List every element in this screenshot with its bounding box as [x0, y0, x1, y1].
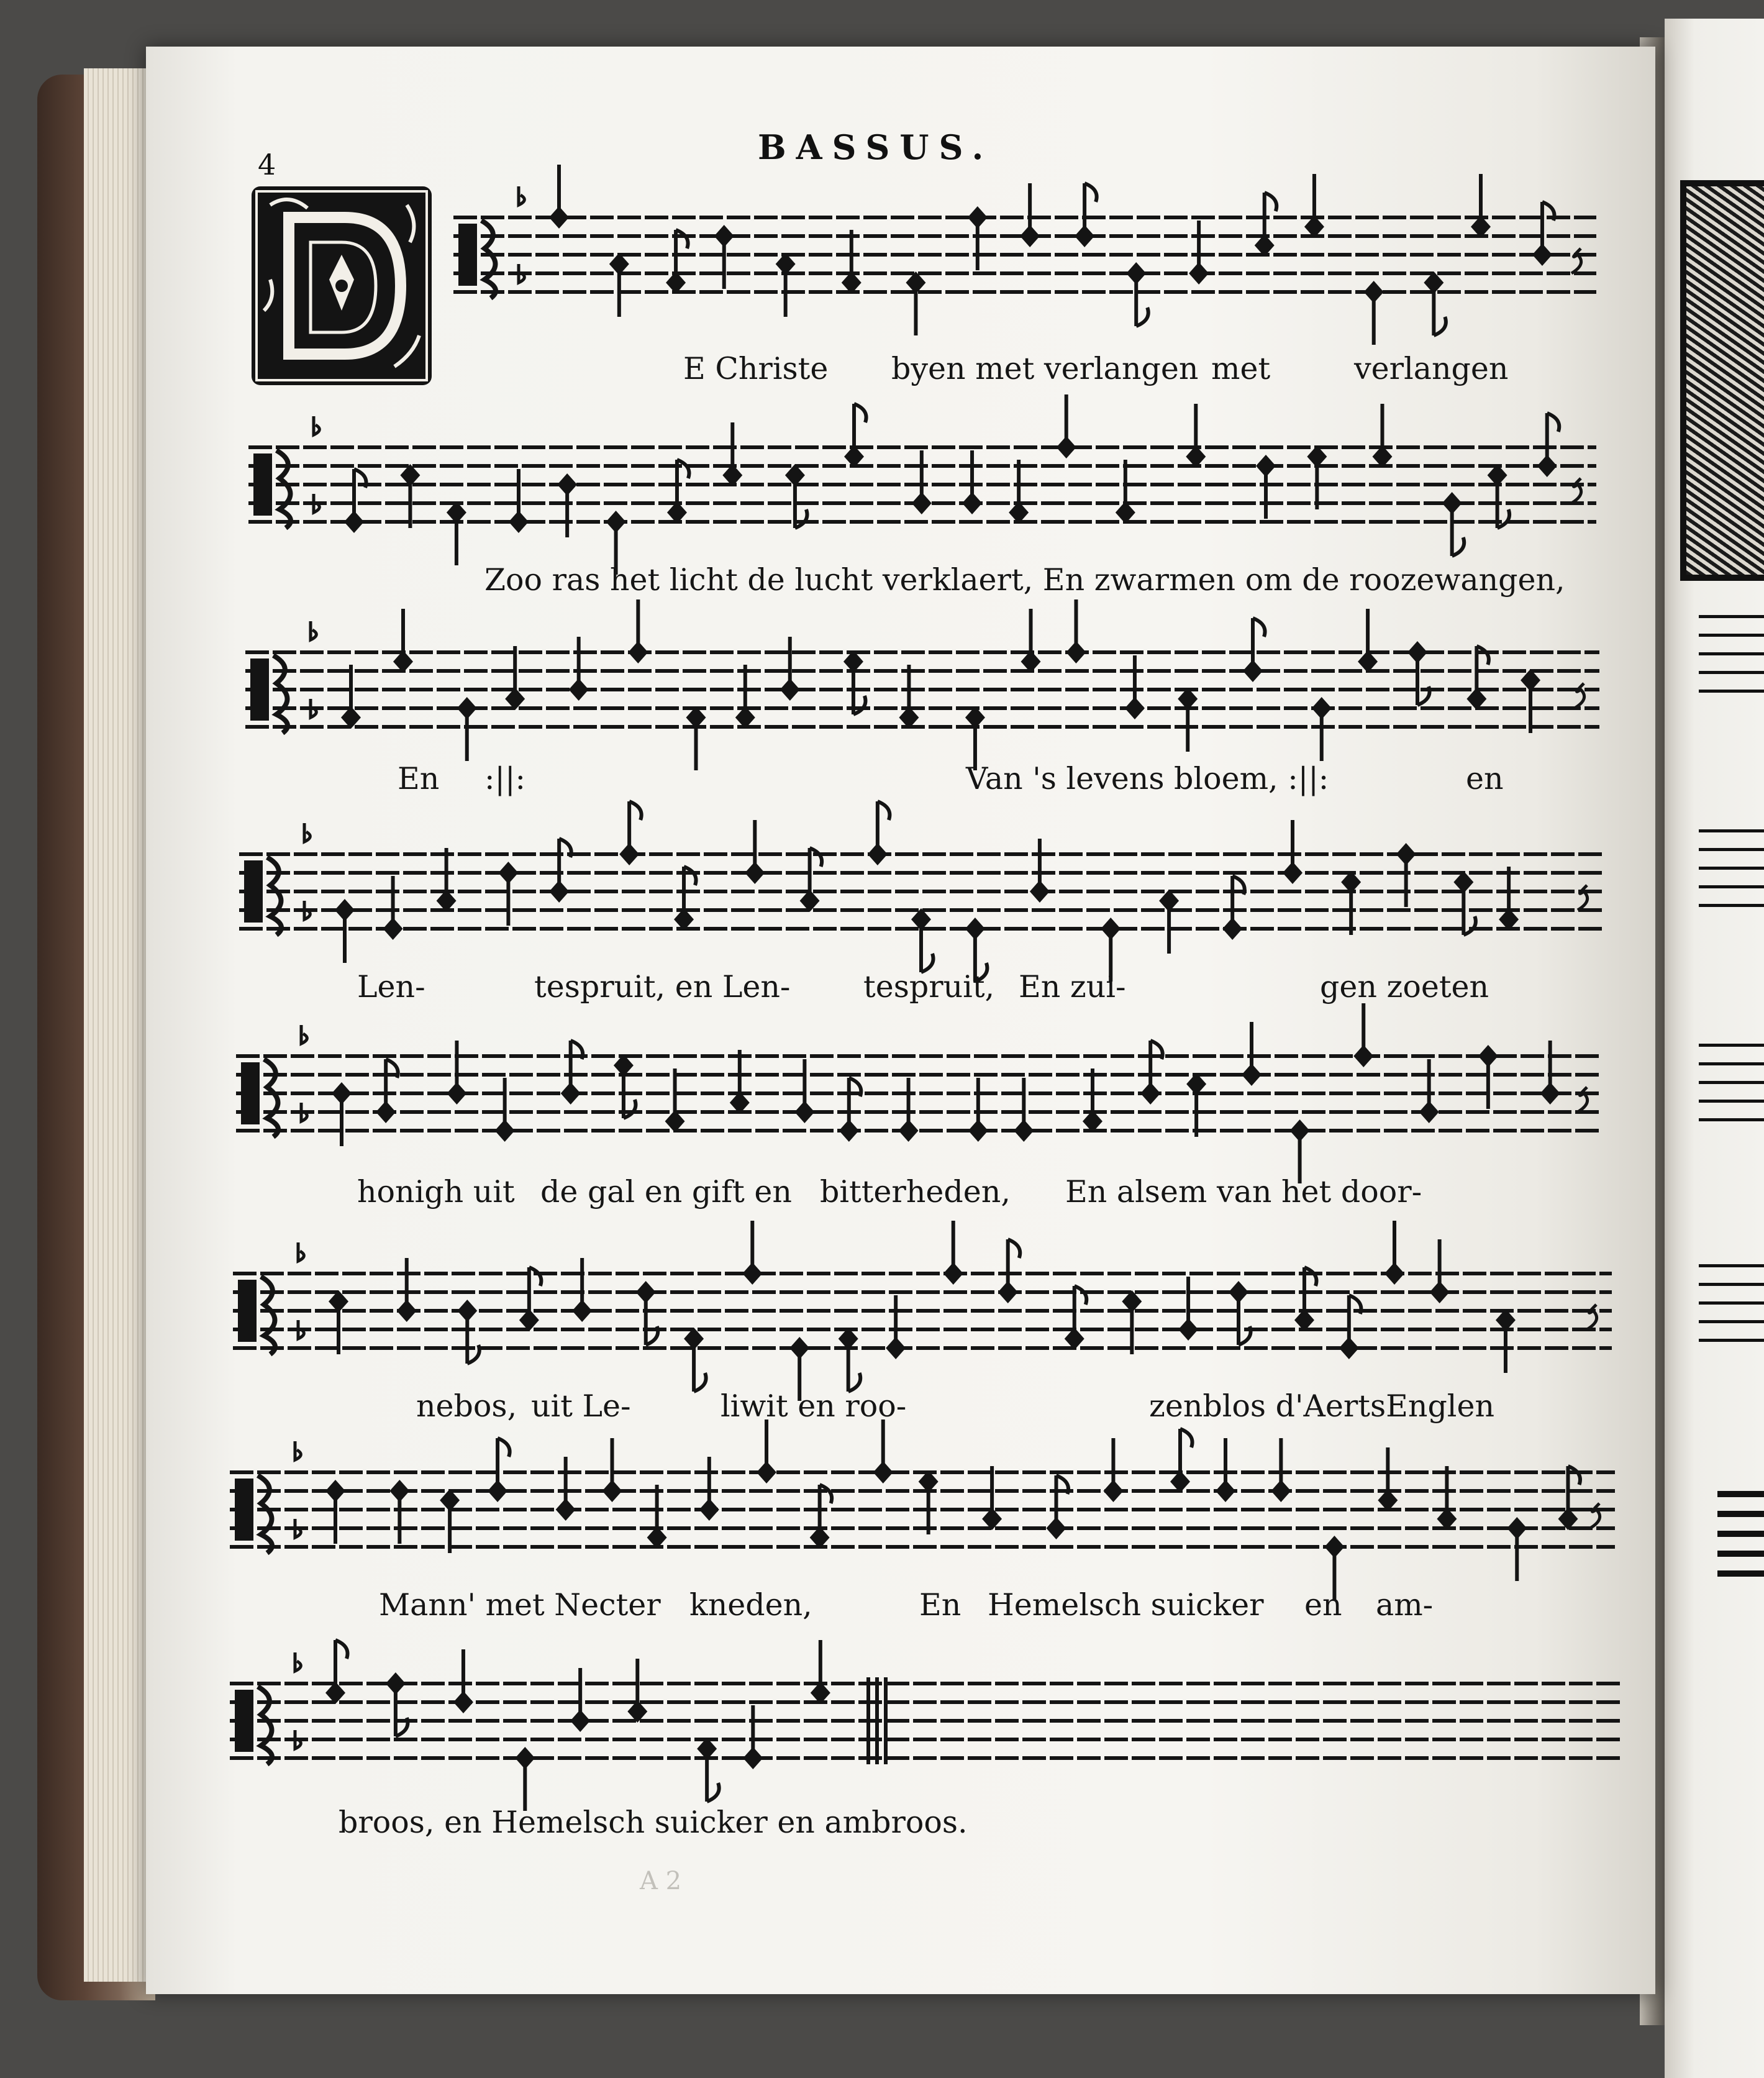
lyric-syllable: nebos,: [416, 1388, 517, 1424]
signature-mark: A 2: [640, 1867, 682, 1895]
lyric-syllable: uit Le-: [531, 1388, 631, 1424]
lyric-syllable: en: [1304, 1587, 1342, 1623]
staff-7: [230, 1460, 1615, 1559]
clef-icon: [258, 1475, 272, 1553]
facing-staff: [1699, 615, 1764, 702]
flat-sign-icon: [304, 901, 310, 919]
facing-staff: [1699, 1264, 1764, 1351]
flat-sign-icon: [298, 1320, 304, 1339]
clef-icon: [261, 1277, 275, 1354]
staff-8: [230, 1671, 1621, 1770]
facing-page-woodcut: [1680, 180, 1764, 581]
lyric-syllable: Hemelsch suicker: [988, 1587, 1264, 1623]
flat-sign-icon: [519, 264, 524, 283]
staff-2: [248, 435, 1596, 534]
lyric-syllable: gen zoeten: [1320, 969, 1489, 1005]
lyric-syllable: :||:: [484, 761, 526, 796]
staff-5: [236, 1044, 1603, 1143]
lyric-syllable: byen met verlangen: [891, 351, 1199, 386]
lyric-syllable: bitterheden,: [820, 1174, 1011, 1210]
clef-icon: [267, 857, 281, 935]
clef-icon: [241, 1062, 260, 1124]
lyric-syllable: kneden,: [689, 1587, 812, 1623]
clef-icon: [235, 1690, 253, 1752]
facing-staff: [1699, 829, 1764, 916]
flat-sign-icon: [314, 494, 319, 513]
custos-icon: [1578, 885, 1588, 910]
lyric-syllable: Zoo ras het licht de lucht verklaert, En zwarmen om de roozewangen,: [484, 562, 1565, 598]
clef-icon: [258, 1687, 272, 1764]
lyric-syllable: En: [919, 1587, 962, 1623]
lyric-syllable: tespruit, en Len-: [534, 969, 791, 1005]
lyric-syllable: broos, en Hemelsch suicker en ambroos.: [339, 1805, 968, 1840]
flat-sign-icon: [295, 1730, 301, 1749]
custos-icon: [1571, 248, 1581, 273]
lyric-syllable: met: [1211, 351, 1271, 386]
clef-icon: [238, 1280, 257, 1342]
lyric-syllable: honigh uit: [357, 1174, 515, 1210]
custos-icon: [1587, 1305, 1597, 1329]
lyric-syllable: tespruit,: [863, 969, 995, 1005]
facing-staff-lines: [1717, 1491, 1764, 1590]
flat-sign-icon: [311, 699, 316, 718]
lyric-syllable: de gal en gift en: [540, 1174, 792, 1210]
lyric-syllable: am-: [1376, 1587, 1434, 1623]
facing-staff: [1699, 1044, 1764, 1131]
clef-icon: [273, 655, 288, 733]
staff-1: [453, 205, 1596, 304]
clef-icon: [235, 1479, 253, 1541]
decorated-initial: [252, 186, 432, 385]
lyric-syllable: E Christe: [683, 351, 829, 386]
flat-sign-icon: [295, 1519, 301, 1538]
lyric-syllable: En alsem van het door-: [1065, 1174, 1422, 1210]
custos-icon: [1590, 1503, 1600, 1528]
lyric-syllable: en: [1466, 761, 1504, 796]
staff-6: [233, 1261, 1612, 1360]
lyric-syllable: liwit en roo-: [721, 1388, 907, 1424]
clef-icon: [458, 224, 477, 286]
lyric-syllable: En zui-: [1019, 969, 1126, 1005]
lyric-syllable: Mann' met Necter: [379, 1587, 661, 1623]
lyric-syllable: Len-: [357, 969, 425, 1005]
clef-icon: [253, 453, 272, 516]
lyric-syllable: zenblos d'AertsEnglen: [1149, 1388, 1495, 1424]
flat-sign-icon: [301, 1103, 307, 1121]
custos-icon: [1571, 478, 1581, 503]
staff-3: [245, 640, 1599, 739]
clef-icon: [250, 658, 269, 721]
voice-heading: BASSUS.: [758, 127, 994, 167]
clef-icon: [264, 1059, 278, 1137]
page-number: 4: [258, 148, 276, 181]
custos-icon: [1575, 683, 1584, 708]
clef-icon: [481, 221, 496, 298]
custos-icon: [1578, 1087, 1588, 1112]
lyric-syllable: Van 's levens bloem, :||:: [966, 761, 1329, 796]
clef-icon: [276, 450, 291, 528]
lyric-syllable: En: [398, 761, 440, 796]
lyric-syllable: verlangen: [1354, 351, 1509, 386]
clef-icon: [244, 860, 263, 923]
staff-4: [239, 842, 1603, 941]
